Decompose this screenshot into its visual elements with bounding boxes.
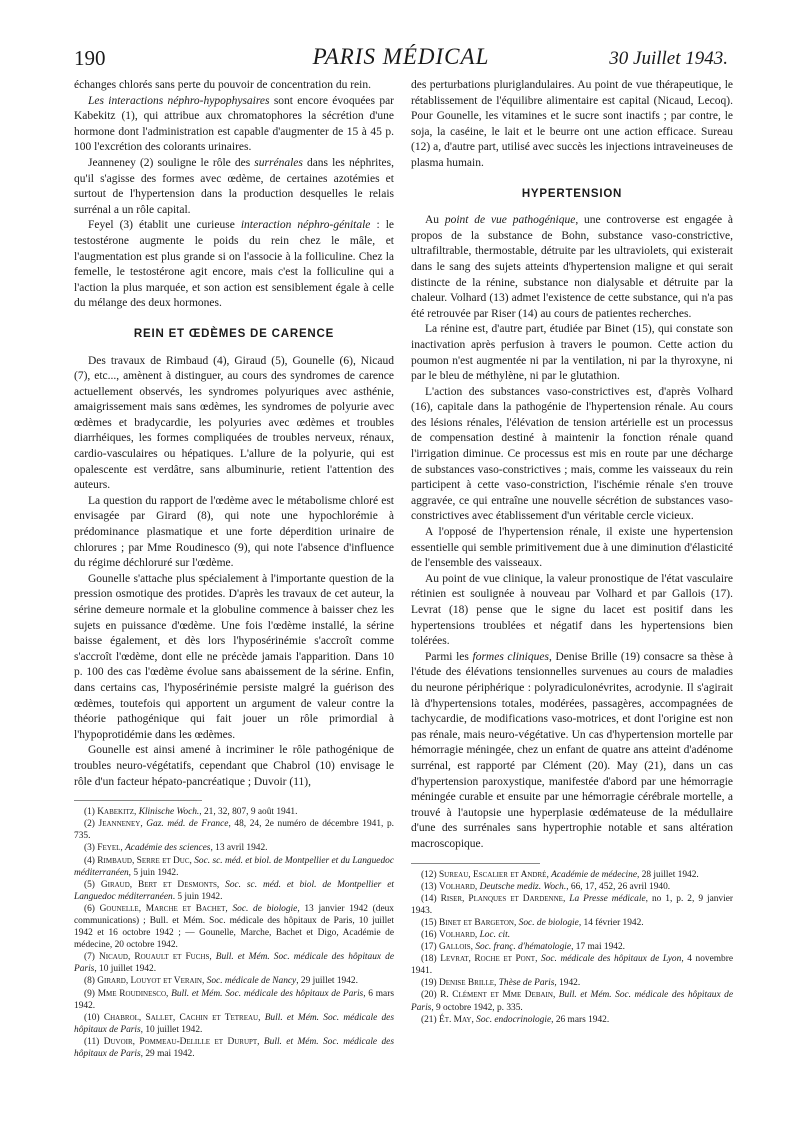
paragraph: L'action des substances vaso-constrictives est, d'après Volhard (16), capitale dans la pathogénie de l'hypertension rénale. Au cours des lésions rénales, l'élévation de tension artérielle est un processus de compensation destiné à maintenir la fonction rénale quand l'irrigation diminue. Ce processus est mis en route par une décharge de substances vaso-constrictives ; mais, comme les vaisseaux du rein participent à cette vaso-constriction, l'ischémie rénale s'en trouve aggravée, ce qui entraîne une nouvelle sécrétion de substances vaso-constrictives avec établissement d'un véritable cercle vicieux. xyxy=(411,385,733,523)
footnote-title: Bull. et Mém. Soc. médicale des hôpitaux de Paris xyxy=(74,952,394,975)
footnote-number: (8) xyxy=(84,976,95,987)
footnote-rest: , 29 mai 1942. xyxy=(140,1049,195,1059)
emphasis: interaction néphro-génitale xyxy=(240,219,371,232)
footnote-author: Giraud, Bert et Desmonts xyxy=(100,879,217,890)
footnote-title: Académie des sciences xyxy=(125,843,211,854)
footnote-title: Soc. de biologie xyxy=(518,917,579,928)
footnote-number: (1) xyxy=(84,807,95,818)
footnote-author: Volhard xyxy=(438,929,475,940)
footnote-rest: , 4 novembre 1941. xyxy=(411,954,734,977)
footnote: (3) Feyel, Académie des sciences, 13 avril 1942. xyxy=(84,843,268,854)
footnote-author: Chabrol, Sallet, Cachin et Tetreau xyxy=(103,1012,259,1023)
footnote-rest: , 26 mars 1942. xyxy=(551,1014,610,1025)
footnote-number: (18) xyxy=(421,954,437,965)
footnote: (11) Duvoir, Pommeau-Delille et Durupt, Bull. et Mém. Soc. médicale des hôpitaux de Paris, 29 mai 1942. xyxy=(74,1036,394,1059)
footnote-author: Sureau, Escalier et André xyxy=(438,869,547,880)
footnote-title: Soc. médicale des hôpitaux de Lyon xyxy=(541,954,682,965)
footnote-number: (6) xyxy=(84,903,95,914)
text-run: Jeanneney (2) souligne le rôle des xyxy=(88,156,255,169)
footnote-author: Mme Roudinesco xyxy=(97,988,166,999)
paragraph: échanges chlorés sans perte du pouvoir de concentration du rein. xyxy=(74,79,371,91)
footnote: (21) Ét. May, Soc. endocrinologie, 26 mars 1942. xyxy=(421,1014,610,1025)
footnote-number: (2) xyxy=(84,819,95,830)
footnote-number: (15) xyxy=(421,917,437,928)
text-run: , une controverse est engagée à propos de la substance de Bohn, substance vaso-constrictive, ultrafiltrable, thermostable, détruite par les ultraviolets, qui existerait dans le sang des sujets atteints d'hypertension maligne et qui serait distincte de la rénine, substance non dialysable et détruite par la chaleur. Volhard (13) admet l'existence de cette substance, qui n'a pas été retrouvée par Riser (14) au cours de patientes recherches. xyxy=(411,214,733,320)
footnote-title: Soc. médicale de Nancy xyxy=(206,976,297,987)
footnote-rest: , 14 février 1942. xyxy=(578,917,644,928)
paragraph xyxy=(74,218,394,312)
footnote-rest: , 5 juin 1942. xyxy=(128,867,179,878)
text-run: sont encore évoquées par Kabekitz (1), qui attribue aux chromatophores la sécrétion d'une hormone dont l'administration est capable d'augmenter de 15 à 45 p. 100 l'excrétion des colorants urinaires. xyxy=(74,94,394,154)
footnotes xyxy=(74,806,394,1060)
footnote: (15) Binet et Bargeton, Soc. de biologie, 14 février 1942. xyxy=(421,917,644,928)
footnote-rest: , 28 juillet 1942. xyxy=(637,869,699,880)
emphasis: point de vue pathogénique xyxy=(444,214,576,227)
footnote: (4) Rimbaud, Serre et Duc, Soc. sc. méd. et biol. de Montpellier et du Languedoc méditerranéen, 5 juin 1942. xyxy=(74,855,394,878)
footnote-title: Thèse de Paris xyxy=(498,978,555,989)
text-run: : le testostérone augmente le poids du rein chez le mâle, et l'augmentation est plus grande si on l'associe à la folliculine. Chez la femelle, le testostérone agit encore, mais c'est la folliculine qui a l'action la plus marquée, et son action est sensiblement égale à celle du mélange des deux hormones. xyxy=(74,219,394,310)
footnote-rest: , 10 juillet 1942. xyxy=(94,964,157,975)
paragraph: A l'opposé de l'hypertension rénale, il existe une hypertension essentielle qui semble primitivement due à une diminution d'élasticité de l'ensemble des vaisseaux. xyxy=(411,526,733,570)
footnote-number: (19) xyxy=(421,978,437,989)
footnote: (14) Riser, Planques et Dardenne, La Presse médicale, no 1, p. 2, 9 janvier 1943. xyxy=(411,893,734,916)
paragraph: des perturbations pluriglandulaires. Au point de vue thérapeutique, le rétablissement de l'équilibre alimentaire est capital (Nicaud, Lecoq). Pour Gounelle, les vitamines et le sucre sont inactifs ; par contre, le soja, la caséine, le lait et le beurre ont une action efficace. Sureau (12) a, d'autre part, utilisé avec succès les injections intraveineuses de plasma humain. xyxy=(411,79,733,169)
paragraph: La rénine est, d'autre part, étudiée par Binet (15), qui constate son inactivation après perfusion à travers le poumon. Cette action du poumon n'est augmentée ni par la ventilation, ni par la thyroxyne, ni par le bleu de méthylène, ni par le glutathion. xyxy=(411,323,733,383)
footnote-number: (12) xyxy=(421,869,437,880)
footnote-rest: , 9 octobre 1942, p. 335. xyxy=(431,1002,523,1013)
left-column xyxy=(74,78,394,1060)
page-header xyxy=(74,44,728,76)
footnote-rest: , 13 janvier 1942 (deux communications) ; Bull. et Mém. Soc. médicale des hôpitaux de Paris, 10 juillet 1942 et 16 octobre 1942 ; — Gounelle, Marche, Bachet et Digo, Académie de médecine, 20 octobre 1942. xyxy=(74,903,394,951)
footnote-title: Soc. sc. méd. et biol. de Montpellier et du Languedoc méditerranéen xyxy=(74,855,394,878)
footnote-title: Soc. de biologie xyxy=(232,903,298,914)
footnote-number: (21) xyxy=(421,1014,437,1025)
footnote-author: Ét. May xyxy=(438,1014,472,1025)
emphasis: surrénales xyxy=(254,156,303,169)
footnote: (6) Gounelle, Marche et Bachet, Soc. de biologie, 13 janvier 1942 (deux communications) ; Bull. et Mém. Soc. médicale des hôpitaux de Paris, 10 juillet 1942 et 16 octobre 1942 ; — Gounelle, Marche, Bachet et Digo, Académie de médecine, 20 octobre 1942. xyxy=(74,903,394,951)
footnote: (10) Chabrol, Sallet, Cachin et Tetreau, Bull. et Mém. Soc. médicale des hôpitaux de Paris, 10 juillet 1942. xyxy=(74,1012,394,1035)
footnote: (18) Levrat, Roche et Pont, Soc. médicale des hôpitaux de Lyon, 4 novembre 1941. xyxy=(411,954,734,977)
text-run: Au xyxy=(425,214,445,227)
footnote: (19) Denise Brille, Thèse de Paris, 1942. xyxy=(421,978,581,989)
footnote-author: Riser, Planques et Dardenne xyxy=(440,893,563,904)
footnote: (13) Volhard, Deutsche mediz. Woch., 66, 17, 452, 26 avril 1940. xyxy=(421,881,671,892)
footnote-number: (3) xyxy=(84,843,95,854)
footnote-number: (14) xyxy=(421,893,437,904)
footnote-author: Denise Brille xyxy=(438,978,494,989)
footnote-author: Girard, Louyot et Verain xyxy=(97,976,202,987)
footnote: (8) Girard, Louyot et Verain, Soc. médicale de Nancy, 29 juillet 1942. xyxy=(84,976,358,987)
footnote-title: Bull. et Mém. Soc. médicale des hôpitaux de Paris xyxy=(411,990,734,1013)
footnote-rest: , 29 juillet 1942. xyxy=(296,976,358,987)
text-run: , Denise Brille (19) consacre sa thèse à l'étude des élévations tensionnelles survenues au cours de maladies du neurone périphérique : polyradiculonévrites, acrodynie. Il s'agirait là d'hypertensions totales, modérées, passagères, accompagnées de tachycardie, de modifications vaso-motrices, et dont l'origine est non pas rénale, mais neuro-végétative. Un cas d'hypertension mortelle par hémorragie méningée, chez un enfant de quatre ans atteint d'adénome surrénal, est rapporté par Clément (20). May (21), dans un cas d'hypertension paroxystique, manifestée d'abord par une hémorragie méningée curable et ensuite par une hémorragie cérébrale mortelle, a trouvé à l'autopsie une hyperplasie œdémateuse de la médullaire d'une des surrénales sans hypertrophie notable et sans altération macroscopique. xyxy=(411,650,733,850)
footnote-author: Duvoir, Pommeau-Delille et Durupt xyxy=(103,1036,258,1047)
issue-date: 30 Juillet 1943. xyxy=(609,48,728,69)
footnote: (2) Jeanneney, Gaz. méd. de France, 48, 24, 2e numéro de décembre 1941, p. 735. xyxy=(74,819,394,842)
emphasis: formes cliniques xyxy=(472,650,549,663)
footnote-rest: , 6 mars 1942. xyxy=(74,988,394,1011)
footnote-number: (5) xyxy=(84,879,95,890)
footnote-title: Bull. et Mém. Soc. médicale des hôpitaux de Paris xyxy=(74,1036,394,1059)
footnote-number: (9) xyxy=(84,988,95,999)
footnote-title: Soc. franç. d'hématologie xyxy=(475,942,572,953)
footnote-number: (20) xyxy=(421,990,437,1001)
footnote-rest: , no 1, p. 2, 9 janvier 1943. xyxy=(411,893,734,916)
footnote-rest: , 1942. xyxy=(554,978,581,989)
footnote-number: (17) xyxy=(421,942,437,953)
paragraph: La question du rapport de l'œdème avec le métabolisme chloré est envisagée par Girard (8), qui note une hypochlorémie à prédominance plasmatique et une forte déperdition urinaire de chlorures ; par Mme Roudinesco (9), qui note l'absence d'influence du régime déchloruré sur l'œdème. xyxy=(74,494,394,570)
footnote-title: Soc. endocrinologie xyxy=(476,1014,552,1025)
paragraph xyxy=(411,650,733,853)
footnote: (17) Gallois, Soc. franç. d'hématologie, 17 mai 1942. xyxy=(421,942,625,953)
footnote-title: Académie de médecine xyxy=(551,869,638,880)
footnote-rest: , 17 mai 1942. xyxy=(571,942,625,953)
footnote-author: Rimbaud, Serre et Duc xyxy=(97,855,190,866)
footnote-rest: , 48, 24, 2e numéro de décembre 1941, p. 735. xyxy=(74,819,394,842)
footnote-author: Kabekitz xyxy=(97,807,134,818)
footnote-number: (10) xyxy=(84,1012,100,1023)
footnote-author: Levrat, Roche et Pont xyxy=(440,954,536,965)
footnote-rest: , 10 juillet 1942. xyxy=(140,1024,203,1035)
text-run: Feyel (3) établit une curieuse xyxy=(88,219,241,232)
footnote: (12) Sureau, Escalier et André, Académie de médecine, 28 juillet 1942. xyxy=(421,869,699,880)
footnote-title: Deutsche mediz. Woch. xyxy=(479,881,567,892)
footnote-author: Feyel xyxy=(97,843,121,854)
footnote: (9) Mme Roudinesco, Bull. et Mém. Soc. médicale des hôpitaux de Paris, 6 mars 1942. xyxy=(74,988,394,1011)
footnote: (16) Volhard, Loc. cit. xyxy=(421,929,511,940)
footnote-title: Soc. sc. méd. et biol. de Montpellier et Languedoc méditerranéen xyxy=(74,879,394,902)
section-heading: HYPERTENSION xyxy=(521,187,623,200)
footnote-author: Volhard xyxy=(438,881,475,892)
paragraph xyxy=(74,156,394,218)
footnote-author: Nicaud, Rouault et Fuchs xyxy=(99,952,210,963)
footnote-divider xyxy=(74,800,202,801)
footnote-author: Jeanneney xyxy=(98,819,141,830)
footnote-number: (13) xyxy=(421,881,437,892)
footnote: (1) Kabekitz, Klinische Woch., 21, 32, 807, 9 août 1941. xyxy=(84,807,298,818)
footnote-title: Loc. cit. xyxy=(479,929,511,940)
footnote-rest: . 5 juin 1942. xyxy=(172,891,223,902)
paragraph xyxy=(411,213,733,322)
paragraph: Des travaux de Rimbaud (4), Giraud (5), Gounelle (6), Nicaud (7), etc..., amènent à distinguer, au cours des syndromes de carence actuellement observés, les syndromes polyuriques avec asthénie, amaigrissement mais sans œdèmes, les syndromes de polyurie avec œdèmes et bradycardie, les polyuries avec œdèmes et troubles diarrhéiques, les formes compliquées de troubles nerveux, rénaux, cardio-vasculaires ou hépatiques. L'allure de la polyurie, qui est opalescente est verdâtre, sans albuminurie, retient l'attention des auteurs. xyxy=(74,354,394,492)
footnote-rest: , 66, 17, 452, 26 avril 1940. xyxy=(566,881,671,892)
right-column xyxy=(411,78,733,1026)
page-number: 190 xyxy=(74,46,106,70)
footnote-rest: , 21, 32, 807, 9 août 1941. xyxy=(199,807,298,818)
footnote: (20) R. Clément et Mme Debain, Bull. et Mém. Soc. médicale des hôpitaux de Paris, 9 octobre 1942, p. 335. xyxy=(411,990,734,1013)
footnote-author: Gallois xyxy=(438,942,471,953)
footnote-title: Klinische Woch. xyxy=(138,807,200,818)
section-heading: REIN ET ŒDÈMES DE CARENCE xyxy=(133,327,335,340)
text-run: Parmi les xyxy=(425,650,473,663)
paragraph: Gounelle s'attache plus spécialement à l'importante question de la pression osmotique des protides. D'après les travaux de cet auteur, la sérine demeure normale et la globuline commence à baisser chez les sujets en puissance d'œdème. Une fois l'œdème installé, la sérine baisse également, et dès lors l'hyposérinémie s'accroît comme s'accroît l'œdème, dont elle ne précède jamais l'apparition. Dans 10 p. 100 des cas l'œdème évolue sans abaissement de la sérine. Enfin, dans certains cas, l'hyposérinémie persiste malgré la guérison des œdèmes, toutefois qui apportent un argument de valeur contre la théorie pathogénique qui fait jouer un rôle primordial à l'hypoprotidémie dans les œdèmes. xyxy=(74,572,394,741)
paragraph: Au point de vue clinique, la valeur pronostique de l'état vasculaire rétinien est soulignée à nouveau par Volhard et par Gallois (17). Levrat (18) pense que le signe du lacet est positif dans les hypertensions troublées et négatif dans les hypertensions bien tolérées. xyxy=(411,572,733,648)
footnote-number: (11) xyxy=(84,1036,100,1047)
emphasis: Les interactions néphro-hypophysaires xyxy=(88,94,270,107)
footnote-title: Bull. et Mém. Soc. médicale des hôpitaux de Paris xyxy=(74,1012,394,1035)
footnote-author: Gounelle, Marche et Bachet xyxy=(99,903,226,914)
footnote-title: La Presse médicale xyxy=(569,893,646,904)
footnote-number: (16) xyxy=(421,929,437,940)
footnote-number: (7) xyxy=(84,952,95,963)
footnote: (7) Nicaud, Rouault et Fuchs, Bull. et Mém. Soc. médicale des hôpitaux de Paris, 10 juillet 1942. xyxy=(74,952,394,975)
footnote-title: Gaz. méd. de France xyxy=(146,819,229,830)
paragraph: Gounelle est ainsi amené à incriminer le rôle pathogénique de troubles neuro-végétatifs, cependant que Chabrol (10) envisage le rôle d'un facteur hépato-pancréatique ; Duvoir (11), xyxy=(74,744,394,788)
footnote-divider xyxy=(411,863,540,864)
footnote-number: (4) xyxy=(84,855,95,866)
text-run: dans les néphrites, qu'il s'agisse des formes avec œdème, de certaines azotémies et surtout de l'hypertension dans la production desquelles le relais surrénal a un rôle capital. xyxy=(74,156,394,216)
footnote-author: R. Clément et Mme Debain xyxy=(440,990,553,1001)
journal-title: PARIS MÉDICAL xyxy=(312,44,490,69)
footnote: (5) Giraud, Bert et Desmonts, Soc. sc. méd. et biol. de Montpellier et Languedoc méditerranéen. 5 juin 1942. xyxy=(74,879,394,902)
footnotes xyxy=(411,869,733,1026)
paragraph xyxy=(74,94,394,156)
footnote-author: Binet et Bargeton xyxy=(438,917,514,928)
footnote-rest: , 13 avril 1942. xyxy=(210,843,268,854)
footnote-title: Bull. et Mém. Soc. médicale des hôpitaux de Paris xyxy=(171,988,364,999)
